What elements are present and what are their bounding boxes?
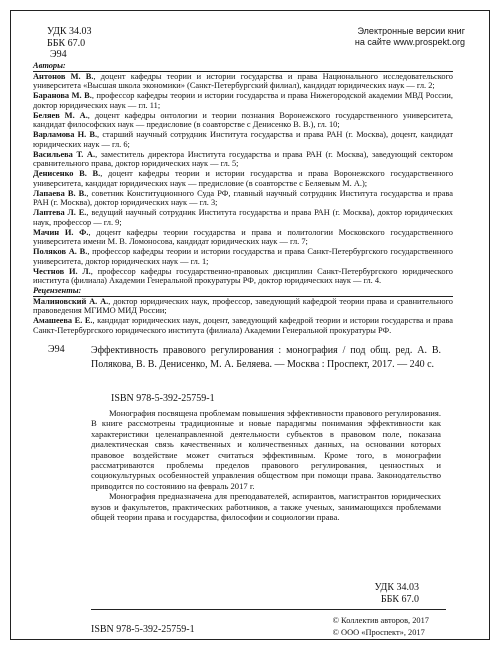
footer-isbn: ISBN 978-5-392-25759-1 xyxy=(91,624,195,635)
author-details: , доцент кафедры теории государства и права и политологии Московского государственного университета имени М. В. Ломоносова, кандидат юридических наук — гл. 7; xyxy=(33,227,453,246)
author-name: Беляев М. А. xyxy=(33,110,88,120)
author-entry xyxy=(33,228,453,247)
author-details: , доцент кафедры онтологии и теории познания Воронежского государственного университета, кандидат философских наук — предисловие (в соавторстве с Денисенко В. В.), гл. 10; xyxy=(33,110,454,129)
bibliography-record: Эффективность правового регулирования : монография / под общ. ред. А. В. Полякова, В. В. Денисенко, М. А. Беляева. — Москва : Проспект, 2017. — 240 с. xyxy=(91,345,441,370)
author-mark: Э94 xyxy=(50,49,67,60)
reviewer-details: , кандидат юридических наук, доцент, заведующий кафедрой теории и истории государства и права Санкт-Петербургского юридического института (филиала) Академии Генеральной прокуратуры РФ. xyxy=(33,316,453,335)
author-name: Антонов М. В. xyxy=(33,71,94,81)
reviewer-entry xyxy=(33,316,453,335)
author-name: Варламова Н. В. xyxy=(33,130,98,139)
author-details: , профессор кафедры теории и истории государства и права Санкт-Петербургского государственного университета, доктор юридических наук — гл. 1; xyxy=(33,247,453,266)
author-details: , доцент кафедры теории и истории государства и права Национального исследовательского университета «Высшая школа экономики» (Санкт-Петербургский филиал), кандидат юридических наук — гл. 2; xyxy=(33,71,453,90)
udc-code: УДК 34.03 xyxy=(47,26,92,37)
author-entry xyxy=(33,91,453,110)
author-details: , профессор кафедры государственно-правовых дисциплин Санкт-Петербургского юридического института (филиала) Академии Генеральной прокуратуры РФ, доктор юридических наук — гл. 4. xyxy=(33,266,453,285)
author-name: Васильева Т. А. xyxy=(33,149,96,159)
author-name: Денисенко В. В. xyxy=(33,169,101,178)
author-entry xyxy=(33,247,453,266)
contributors-block xyxy=(33,61,453,336)
ebook-line-2: на сайте www.prospekt.org xyxy=(354,37,465,47)
footer-udc: УДК 34.03 xyxy=(374,582,419,593)
author-name: Лаптева Л. Е. xyxy=(33,208,87,217)
author-details: , профессор кафедры теории и истории государства и права Нижегородской академии МВД России, доктор юридических наук — гл. 11; xyxy=(33,91,454,110)
author-entry xyxy=(33,208,453,227)
reviewers-heading: Рецензенты: xyxy=(33,286,82,295)
author-entry xyxy=(33,169,453,188)
ebook-note xyxy=(355,26,465,48)
author-entry xyxy=(33,267,453,286)
footer-bbk: ББК 67.0 xyxy=(380,594,419,605)
author-name: Мачин И. Ф. xyxy=(33,227,89,237)
copyright-block xyxy=(333,615,429,638)
classification-codes xyxy=(47,26,92,61)
author-entry xyxy=(33,189,453,208)
reviewer-details: , доктор юридических наук, профессор, заведующий кафедрой теории права и сравнительного правоведения МГИМО МИД России; xyxy=(33,296,453,315)
reviewer-name: Амашеева Е. Е. xyxy=(33,316,93,325)
imprint-page xyxy=(10,10,490,640)
isbn-main: ISBN 978-5-392-25759-1 xyxy=(111,393,215,404)
author-name: Поляков А. В. xyxy=(33,247,88,256)
authors-heading: Авторы: xyxy=(33,61,66,70)
footer-codes xyxy=(374,582,419,606)
reviewers-list xyxy=(33,297,453,336)
annotation-paragraph-1: Монография посвящена проблемам повышения эффективности правового регулирования. В книге рассмотрены традиционные и новые парадигмы понимания эффективности как характеристики целенаправленной деятельности субъектов в правовом поле, показана диалектическая связь качественных и количественных данных, на основании которых правовое воздействие может считаться эффективным. Кроме того, в монографии рассматриваются проблемы пределов правового регулирования, ценностных и социокультурных особенностей управления обществом при помощи права. Законодательство приводится по состоянию на февраль 2017 г. xyxy=(91,408,441,491)
ebook-line-1: Электронные версии книг xyxy=(357,26,465,36)
footer-divider xyxy=(91,609,446,610)
author-entry xyxy=(33,72,453,91)
reviewer-name: Малиновский А. А. xyxy=(33,296,109,306)
author-entry xyxy=(33,150,453,169)
copyright-authors: © Коллектив авторов, 2017 xyxy=(332,616,429,625)
bbk-code: ББК 67.0 xyxy=(47,37,86,49)
annotation xyxy=(91,408,441,522)
author-name: Баранова М. В. xyxy=(33,91,92,100)
author-name: Честнов И. Л. xyxy=(33,266,91,276)
author-entry xyxy=(33,111,453,130)
bibliography-code: Э94 xyxy=(48,344,65,355)
author-details: , ведущий научный сотрудник Института государства и права РАН (г. Москва), доктор юридических наук, профессор — гл. 9; xyxy=(33,208,453,227)
author-details: , заместитель директора Института государства и права РАН (г. Москва), заведующий сектором сравнительного права, доктор юридических наук — гл. 5; xyxy=(33,149,453,168)
copyright-publisher: © ООО «Проспект», 2017 xyxy=(332,627,425,637)
author-details: , советник Конституционного Суда РФ, главный научный сотрудник Института государства и права РАН (г. Москва), доктор юридических наук — гл. 3; xyxy=(33,188,453,207)
authors-list xyxy=(33,72,453,286)
author-entry xyxy=(33,130,453,149)
author-details: , старший научный сотрудник Института государства и права РАН (г. Москва), доцент, кандидат юридических наук — гл. 6; xyxy=(33,130,453,149)
reviewer-entry xyxy=(33,297,453,316)
author-name: Лапаева В. В. xyxy=(33,188,87,198)
annotation-paragraph-2: Монография предназначена для преподавателей, аспирантов, магистрантов юридических вузов и факультетов, практических работников, а также ученых, занимающихся проблемами общей теории права и государства, философии и социологии права. xyxy=(91,491,441,523)
author-details: , доцент кафедры теории и истории государства и права Воронежского государственного университета, кандидат юридических наук — предисловие (в соавторстве с Беляевым М. А.); xyxy=(33,169,454,188)
